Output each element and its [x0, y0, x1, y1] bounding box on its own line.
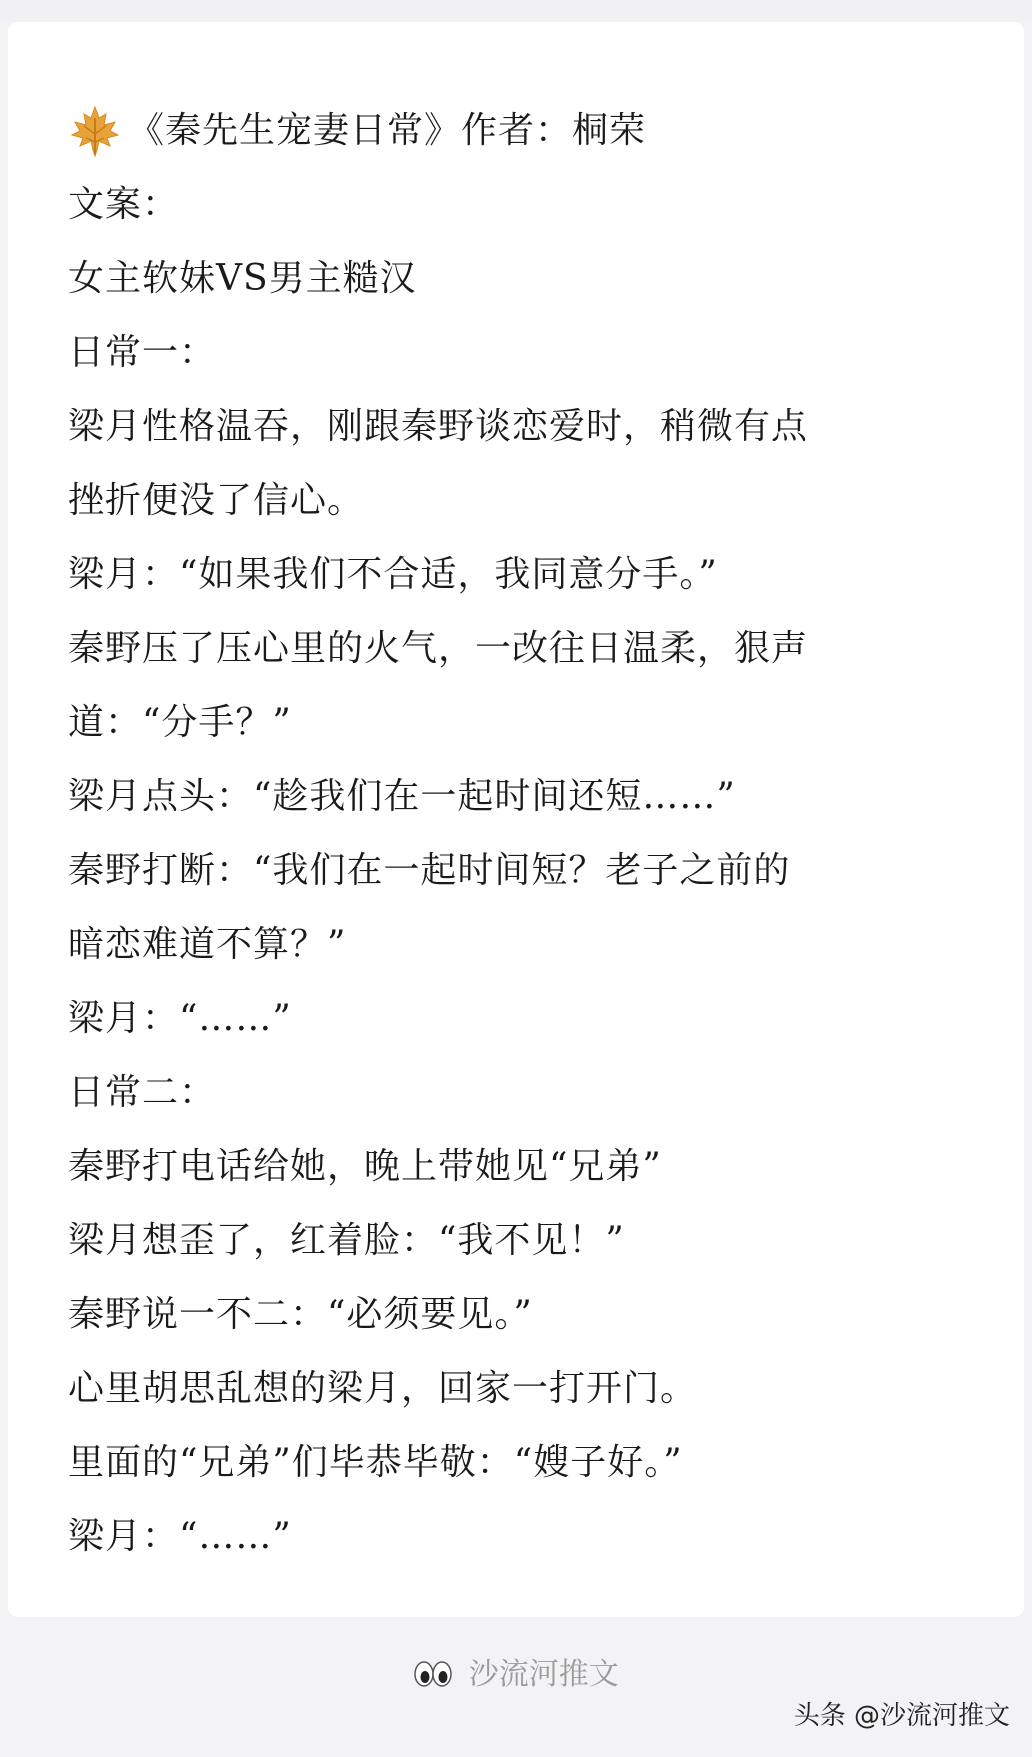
article-body	[68, 94, 968, 1574]
footer-signature-text: 沙流河推文	[468, 1657, 619, 1692]
article-line: 梁月性格温吞，刚跟秦野谈恋爱时，稍微有点	[68, 406, 809, 447]
eyes-icon	[413, 1659, 453, 1699]
article-line: 日常一：	[68, 332, 217, 373]
footer-signature	[0, 1655, 1032, 1699]
article-line: 道：“分手？”	[68, 702, 292, 743]
platform-watermark: 头条 @沙流河推文	[793, 1701, 1010, 1731]
article-line: 梁月点头：“趁我们在一起时间还短……”	[68, 776, 736, 817]
maple-leaf-icon	[68, 104, 122, 158]
article-line: 挫折便没了信心。	[68, 480, 365, 521]
article-title	[68, 94, 968, 168]
post-card	[8, 22, 1024, 1617]
article-line: 秦野打断：“我们在一起时间短？老子之前的	[68, 850, 791, 891]
article-title-text: 《秦先生宠妻日常》作者：桐荣	[128, 110, 647, 151]
article-line: 梁月：“如果我们不合适，我同意分手。”	[68, 554, 718, 595]
article-line: 暗恋难道不算？”	[68, 924, 347, 965]
article-line: 秦野压了压心里的火气，一改往日温柔，狠声	[68, 628, 809, 669]
article-line: 文案：	[68, 184, 180, 225]
article-line: 梁月：“……”	[68, 1516, 292, 1557]
article-line: 秦野打电话给她，晚上带她见“兄弟”	[68, 1146, 662, 1187]
article-line: 梁月想歪了，红着脸：“我不见！”	[68, 1220, 625, 1261]
article-line: 梁月：“……”	[68, 998, 292, 1039]
top-strip	[0, 0, 1032, 22]
article-line: 秦野说一不二：“必须要见。”	[68, 1294, 533, 1335]
article-line: 日常二：	[68, 1072, 217, 1113]
article-line: 心里胡思乱想的梁月，回家一打开门。	[68, 1368, 698, 1409]
article-line: 里面的“兄弟”们毕恭毕敬：“嫂子好。”	[68, 1442, 683, 1483]
article-line: 女主软妹VS男主糙汉	[68, 258, 417, 299]
